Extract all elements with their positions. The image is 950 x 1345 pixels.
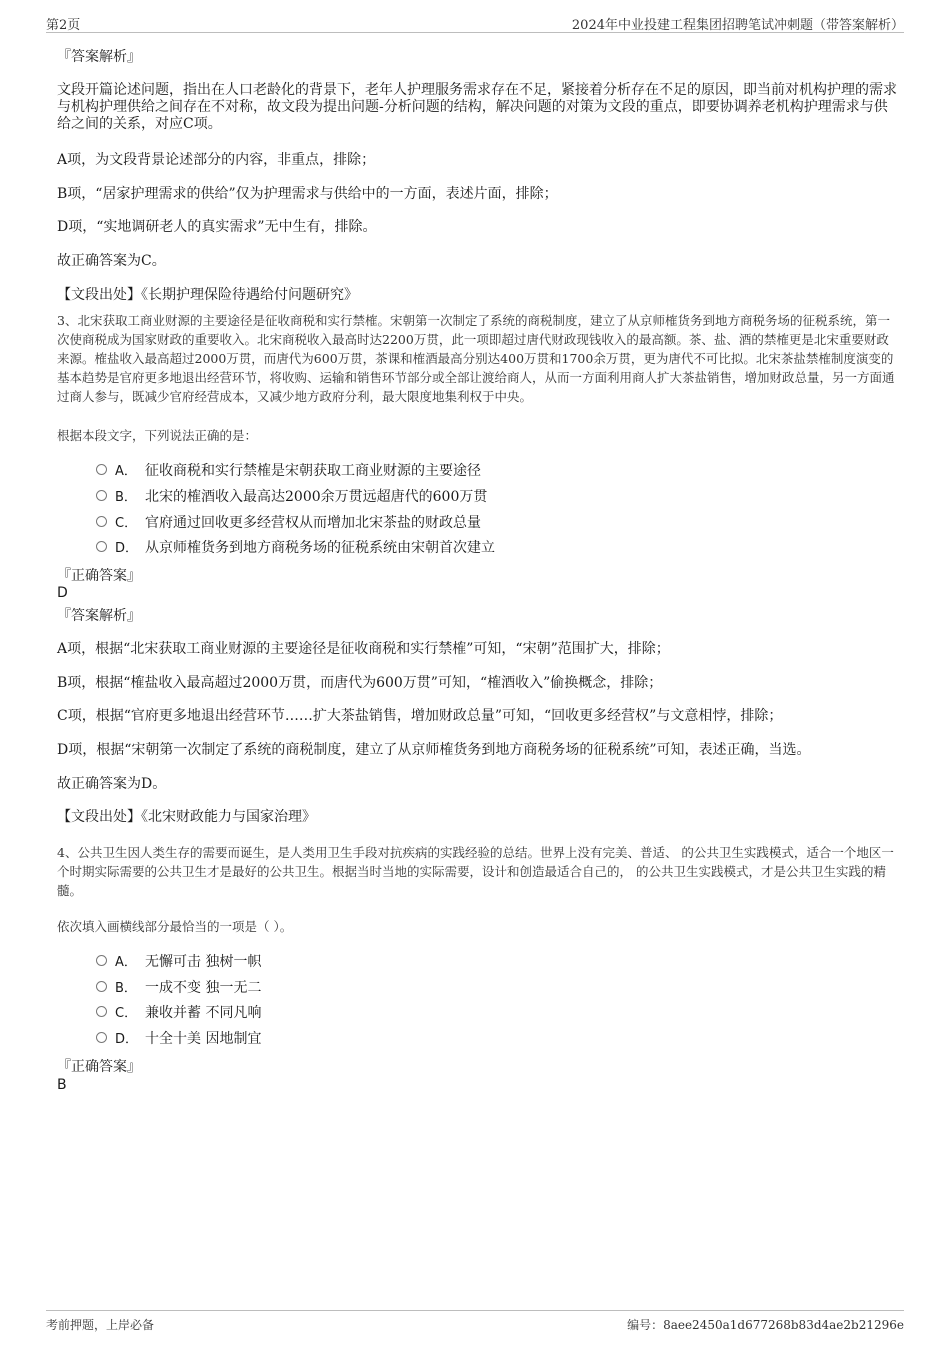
radio-icon[interactable] — [96, 516, 107, 527]
option-a[interactable]: A． 征收商税和实行禁榷是宋朝获取工商业财源的主要途径 — [96, 462, 481, 481]
answer-analysis-label: 『答案解析』 — [57, 49, 141, 65]
radio-icon[interactable] — [96, 464, 107, 475]
footer-slogan: 考前押题，上岸必备 — [46, 1318, 155, 1332]
option-text: 征收商税和实行禁榷是宋朝获取工商业财源的主要途径 — [145, 463, 481, 479]
analysis-line: C项，根据“官府更多地退出经营环节……扩大茶盐销售，增加财政总量”可知，“回收更多经营权”与文意相悖，排除； — [57, 708, 783, 724]
correct-answer: D — [57, 585, 68, 601]
analysis-line: D项，“实地调研老人的真实需求”无中生有，排除。 — [57, 219, 377, 235]
option-d[interactable]: D． 十全十美 因地制宜 — [96, 1030, 261, 1049]
question-3-prompt: 根据本段文字，下列说法正确的是： — [57, 428, 258, 443]
option-d[interactable]: D． 从京师榷货务到地方商税务场的征税系统由宋朝首次建立 — [96, 539, 495, 558]
page-number: 第2页 — [46, 18, 81, 33]
correct-answer: B — [57, 1077, 67, 1093]
option-text: 官府通过回收更多经营权从而增加北宋茶盐的财政总量 — [145, 515, 481, 531]
correct-answer-label: 『正确答案』 — [57, 1059, 141, 1075]
document-title: 2024年中业投建工程集团招聘笔试冲刺题（带答案解析） — [571, 18, 904, 33]
option-b[interactable]: B． 北宋的榷酒收入最高达2000余万贯远超唐代的600万贯 — [96, 488, 487, 507]
analysis-line: A项，为文段背景论述部分的内容，非重点，排除； — [57, 152, 376, 168]
page-header — [46, 12, 904, 33]
analysis-paragraph: 文段开篇论述问题，指出在人口老龄化的背景下，老年人护理服务需求存在不足，紧接着分析存在不足的原因，即当前对机构护理的需求与机构护理供给之间存在不对称，故文段为提出问题-分析问题的结构，解决问题的对策为文段的重点，即要协调养老机构护理需求与供给之间的关系，对应C项。 — [57, 82, 897, 132]
document-id: 编号：8aee2450a1d677268b83d4ae2b21296e — [627, 1318, 904, 1332]
radio-icon[interactable] — [96, 490, 107, 501]
radio-icon[interactable] — [96, 541, 107, 552]
option-text: 十全十美 因地制宜 — [145, 1031, 262, 1047]
final-answer-line: 故正确答案为D。 — [57, 776, 167, 792]
question-4-passage: 4、公共卫生因人类生存的需要而诞生，是人类用卫生手段对抗疾病的实践经验的总结。世界上没有完美、普适、 的公共卫生实践模式，适合一个地区一个时期实际需要的公共卫生才是最好的公共卫生。根据当时当地的实际需要，设计和创造最适合自己的， 的公共卫生实践模式，才是公共卫生实践的精髓。 — [57, 845, 894, 898]
option-b[interactable]: B． 一成不变 独一无二 — [96, 979, 261, 998]
option-c[interactable]: C． 兼收并蓄 不同凡响 — [96, 1004, 261, 1023]
option-text: 无懈可击 独树一帜 — [145, 954, 262, 970]
option-text: 一成不变 独一无二 — [145, 980, 262, 996]
analysis-line: B项，根据“榷盐收入最高超过2000万贯，而唐代为600万贯”可知，“榷酒收入”偷换概念，排除； — [57, 675, 663, 691]
source-citation: 【文段出处】《北宋财政能力与国家治理》 — [57, 809, 316, 825]
option-c[interactable]: C． 官府通过回收更多经营权从而增加北宋茶盐的财政总量 — [96, 514, 481, 533]
answer-analysis-label: 『答案解析』 — [57, 608, 141, 624]
analysis-line: B项，“居家护理需求的供给”仅为护理需求与供给中的一方面，表述片面，排除； — [57, 186, 558, 202]
option-text: 兼收并蓄 不同凡响 — [145, 1005, 262, 1021]
option-a[interactable]: A． 无懈可击 独树一帜 — [96, 953, 261, 972]
source-citation: 【文段出处】《长期护理保险待遇给付问题研究》 — [57, 287, 358, 303]
option-text: 从京师榷货务到地方商税务场的征税系统由宋朝首次建立 — [145, 540, 495, 556]
page-footer — [46, 1310, 904, 1335]
question-4-prompt: 依次填入画横线部分最恰当的一项是（ ）。 — [57, 919, 293, 934]
option-text: 北宋的榷酒收入最高达2000余万贯远超唐代的600万贯 — [145, 489, 488, 505]
radio-icon[interactable] — [96, 981, 107, 992]
final-answer-line: 故正确答案为C。 — [57, 253, 166, 269]
radio-icon[interactable] — [96, 1032, 107, 1043]
analysis-line: D项，根据“宋朝第一次制定了系统的商税制度，建立了从京师榷货务到地方商税务场的征税系统”可知，表述正确，当选。 — [57, 742, 811, 758]
radio-icon[interactable] — [96, 1006, 107, 1017]
correct-answer-label: 『正确答案』 — [57, 568, 141, 584]
radio-icon[interactable] — [96, 955, 107, 966]
question-3-passage: 3、北宋获取工商业财源的主要途径是征收商税和实行禁榷。宋朝第一次制定了系统的商税制度，建立了从京师榷货务到地方商税务场的征税系统，第一次使商税成为国家财政的重要收入。北宋商税收入最高时达2200万贯，此一项即超过唐代财政现钱收入的最高额。茶、盐、酒的禁榷更是北宋重要财政来源。榷盐收入最高超过2000万贯，而唐代为600万贯，茶课和榷酒最高分别达400万贯和1700余万贯，更为唐代不可比拟。北宋茶盐禁榷制度演变的基本趋势是官府更多地退出经营环节，将收购、运输和销售环节部分或全部让渡给商人，从而一方面利用商人扩大茶盐销售，增加财政总量，另一方面通过商人参与，既减少官府经营成本，又减少地方政府分利，最大限度地集利权于中央。 — [57, 313, 895, 404]
analysis-line: A项，根据“北宋获取工商业财源的主要途径是征收商税和实行禁榷”可知，“宋朝”范围扩大，排除； — [57, 641, 670, 657]
